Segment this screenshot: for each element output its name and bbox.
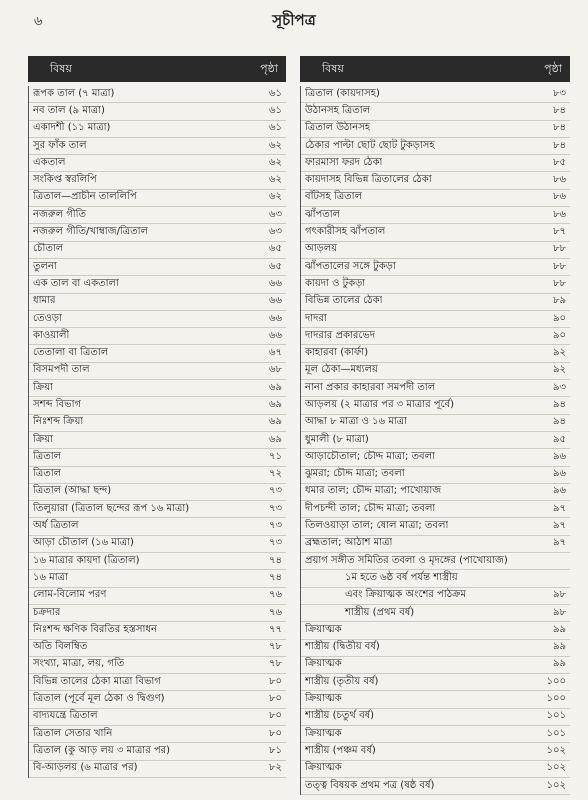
- entry-page: ৮৪: [553, 139, 566, 151]
- entry-title: ১৬ মাত্রা: [33, 571, 68, 583]
- entry-title: বিভিন্ন তালের ঠেকা: [305, 295, 383, 307]
- entry-page: ৬৩: [268, 208, 282, 220]
- entry-page: ৮০: [269, 675, 282, 687]
- toc-entry: [29, 103, 286, 120]
- entry-page: ৭৩: [268, 520, 282, 532]
- entry-page: ৬১: [269, 122, 282, 134]
- entry-page: ৬৯: [269, 381, 282, 393]
- toc-entry: [301, 432, 570, 449]
- entry-title: কায়দা ও টুকড়া: [305, 277, 366, 289]
- toc-entry: [301, 121, 570, 138]
- entry-page: ৯৯: [553, 658, 566, 670]
- entry-page: ৯৫: [553, 433, 566, 445]
- entry-page: ৬৫: [269, 260, 282, 272]
- entry-title: কায়দাসহ বিভিন্ন ত্রিতালের ঠেকা: [305, 174, 432, 186]
- toc-entry: [301, 761, 570, 778]
- entry-page: ৭৩: [268, 502, 282, 514]
- toc-entry: [29, 190, 286, 207]
- entry-page: ৬৩: [268, 226, 282, 238]
- entry-title: ধুমালী (৮ মাত্রা): [305, 433, 369, 445]
- entry-page: ৯৪: [553, 416, 566, 428]
- entry-title: তিলওয়াড়া তাল; ষোল মাত্রা; তবলা: [305, 520, 449, 532]
- toc-entry: [301, 311, 570, 328]
- toc-entry: [301, 605, 570, 622]
- entry-page: ৯৮: [553, 589, 566, 601]
- toc-column-right: [300, 56, 570, 795]
- entry-title: তেতালা বা ত্রিতাল: [33, 347, 109, 359]
- entry-page: ৮৬: [553, 191, 566, 203]
- toc-entry: [301, 467, 570, 484]
- entry-title: নিঃশব্দ ক্ষণিক বিরতির হস্তসাধন: [33, 623, 157, 635]
- toc-entry: [29, 605, 286, 622]
- entry-page: ৬৬: [268, 312, 282, 324]
- entry-page: ৮৬: [553, 174, 566, 186]
- entry-page: ৬২: [268, 156, 282, 168]
- entry-page: ১০০: [546, 675, 566, 687]
- entry-page: ৯৬: [553, 468, 566, 480]
- entry-title: ত্রিতাল সেতার খানি: [33, 727, 113, 739]
- entry-page: ৮৯: [553, 295, 566, 307]
- toc-entry: [301, 380, 570, 397]
- column-header: [300, 56, 570, 82]
- toc-entry: [29, 432, 286, 449]
- entry-page: ১০০: [546, 693, 566, 705]
- toc-entry: [29, 761, 286, 778]
- entry-title: ঠেকার পাল্টা ছোট ছোট টুকড়াসহ: [305, 139, 435, 151]
- entry-title: ঝুমরা; চৌদ্দ মাত্রা; তবলা: [305, 468, 405, 480]
- entry-page: ৬৯: [269, 433, 282, 445]
- entry-title: শাস্ত্রীয় (পঞ্চম বর্ষ): [305, 744, 376, 756]
- toc-entry: [301, 657, 570, 674]
- entry-title: লোম-বিলোম পরণ: [33, 589, 107, 601]
- entry-page: ৬১: [269, 104, 282, 116]
- entry-title: চৌতাল: [33, 243, 64, 255]
- entry-page: ১০২: [546, 744, 566, 756]
- toc-entry: [29, 570, 286, 587]
- toc-entry: [29, 449, 286, 466]
- toc-entry: [29, 726, 286, 743]
- toc-entry: [301, 501, 570, 518]
- entry-title: ক্রিয়াত্মক: [305, 658, 342, 670]
- entry-title: নব তাল (৯ মাত্রা): [33, 104, 105, 116]
- toc-entry: [301, 345, 570, 362]
- entry-title: ত্রিতাল—প্রাচীন তাললিপি: [33, 191, 137, 203]
- entry-title: ঝাঁপতালের সঙ্গে টুকড়া: [305, 260, 396, 272]
- entry-title: প্রয়াগ সঙ্গীত সমিতির তবলা ও মৃদঙ্গের (পাখোয়াজ): [305, 554, 508, 566]
- entry-page: ৮০: [269, 710, 282, 722]
- toc-entry: [301, 242, 570, 259]
- entry-title: ফারমাসা ফরদ ঠেকা: [305, 156, 383, 168]
- entry-page: ৬২: [268, 174, 282, 186]
- toc-entry: [301, 224, 570, 241]
- toc-entry: [29, 657, 286, 674]
- entry-title: শাস্ত্রীয় (দ্বিতীয় বর্ষ): [305, 641, 380, 653]
- entry-title: সুর ফাঁক তাল: [33, 139, 87, 151]
- entry-title: ত্রিতাল (পূর্বে মূল ঠেকা ও দ্বিগুণ): [33, 693, 165, 705]
- entry-title: ১ম হতে ৬ষ্ঠ বর্ষ পর্যন্ত শাস্ত্রীয়: [345, 571, 458, 583]
- entry-title: তেওড়া: [33, 312, 62, 324]
- entry-page: ৭১: [269, 450, 282, 462]
- toc-entry: [29, 328, 286, 345]
- toc-entry: [29, 674, 286, 691]
- entry-page: ৮৮: [553, 260, 566, 272]
- entry-page: ৯৬: [553, 450, 566, 462]
- entry-title: নজরুল গীতি/খাম্বাজ/ত্রিতাল: [33, 226, 149, 238]
- entry-title: ত্রিতাল (কায়দাসহ): [305, 87, 380, 99]
- toc-entry: [301, 294, 570, 311]
- toc-entry: [29, 363, 286, 380]
- toc-entry: [29, 121, 286, 138]
- entry-page: ১০১: [546, 727, 566, 739]
- entry-page: ৯৬: [553, 485, 566, 497]
- toc-entry: [29, 311, 286, 328]
- entry-title: একতাল: [33, 156, 66, 168]
- toc-entry: [29, 242, 286, 259]
- entry-title: গৎকারীসহ ঝাঁপতাল: [305, 226, 386, 238]
- toc-entry: [29, 640, 286, 657]
- entry-title: ধামার: [33, 295, 56, 307]
- toc-entry: [301, 328, 570, 345]
- entry-title: ধমার তাল; চৌদ্দ মাত্রা; পাখোয়াজ: [305, 485, 442, 497]
- entry-page: ৬৮: [269, 364, 282, 376]
- entry-page: ৯৭: [553, 502, 566, 514]
- entry-page: ৯৯: [553, 641, 566, 653]
- entry-title: আদ্ধা ৮ মাত্রা ও ১৬ মাত্রা: [305, 416, 408, 428]
- entry-title: বি-আড়লয় (৬ মাত্রার পর): [33, 762, 138, 774]
- toc-entry: [29, 397, 286, 414]
- entry-title: রূপক তাল (৭ মাত্রা): [33, 87, 115, 99]
- toc-entry: [301, 86, 570, 103]
- entry-page: ৭৭: [268, 623, 282, 635]
- entry-page: ৯৩: [553, 381, 566, 393]
- toc-entry: [301, 172, 570, 189]
- entry-page: ৯২: [553, 347, 566, 359]
- toc-entry: [29, 345, 286, 362]
- column-header: [28, 56, 286, 82]
- entry-page: ৬২: [268, 139, 282, 151]
- entry-page: ৯০: [553, 312, 566, 324]
- entry-page: ৯২: [553, 364, 566, 376]
- entry-title: ত্রিতাল: [33, 450, 62, 462]
- entry-page: ৯৯: [553, 623, 566, 635]
- entry-page: ৬১: [269, 87, 282, 99]
- entry-title: একাদশী (১১ মাত্রা): [33, 122, 111, 134]
- entry-page: ৬২: [268, 191, 282, 203]
- toc-entry: [29, 622, 286, 639]
- toc-column-left: [28, 56, 286, 778]
- toc-entry: [301, 518, 570, 535]
- entry-title: নানা প্রকার কাহারবা সমপদী তাল: [305, 381, 436, 393]
- entry-title: মূল ঠেকা—মধ্যলয়: [305, 364, 378, 376]
- entry-title: কাহারবা (কার্ফা): [305, 347, 369, 359]
- entry-page: ৭৬: [268, 589, 282, 601]
- entry-title: কাওয়ালী: [33, 329, 70, 341]
- toc-entry: [29, 259, 286, 276]
- entry-title: নজরুল গীতি: [33, 208, 86, 220]
- toc-entry: [29, 743, 286, 760]
- entry-page: ৭৮: [269, 641, 282, 653]
- entry-title: শাস্ত্রীয় (প্রথম বর্ষ): [345, 606, 415, 618]
- toc-entry: [301, 674, 570, 691]
- entry-title: ১৬ মাত্রার কায়দা (ত্রিতাল): [33, 554, 140, 566]
- entry-page: ৮৬: [553, 208, 566, 220]
- entry-page: ৯৮: [553, 606, 566, 618]
- entry-page: ৯৭: [553, 537, 566, 549]
- entry-page: ৯৪: [553, 399, 566, 410]
- toc-entry: [301, 449, 570, 466]
- entry-page: ৮৮: [553, 277, 566, 289]
- entry-page: ৬৫: [269, 243, 282, 255]
- entry-page: ৯০: [553, 329, 566, 341]
- toc-entry: [301, 588, 570, 605]
- toc-entry: [301, 397, 570, 414]
- entry-page: ৮৮: [553, 243, 566, 255]
- entry-title: অর্ধ ত্রিতাল: [33, 520, 79, 532]
- entry-title: ক্রিয়াত্মক: [305, 762, 342, 774]
- page-number: ৬: [34, 14, 43, 29]
- toc-entry: [29, 484, 286, 501]
- page-title: সূচীপত্র: [272, 11, 316, 29]
- entry-title: তিলুয়ারা (ত্রিতাল ছন্দের রূপ ১৬ মাত্রা): [33, 502, 190, 514]
- entry-title: উঠানসহ ত্রিতাল: [305, 104, 371, 116]
- entry-page: ৭৮: [269, 658, 282, 670]
- toc-entry: [29, 155, 286, 172]
- toc-entry: [301, 276, 570, 293]
- toc-entry: [29, 138, 286, 155]
- toc-entry: [29, 518, 286, 535]
- entry-title: বিভিন্ন তালের ঠেকা মাত্রা বিভাগ: [33, 675, 161, 687]
- entry-page: ৭২: [268, 468, 282, 480]
- entry-title: ত্রিতাল: [33, 468, 62, 480]
- toc-entry: [301, 155, 570, 172]
- toc-entry: [29, 172, 286, 189]
- entry-page: ৭৩: [268, 537, 282, 549]
- toc-entry: [29, 536, 286, 553]
- entry-page: ১০২: [546, 779, 566, 791]
- entry-page: ৭৪: [269, 571, 282, 583]
- entry-title: আড়লয়: [305, 243, 338, 255]
- entry-title: সংকিপ্ত স্বরলিপি: [33, 174, 97, 186]
- entry-page: ১০১: [546, 710, 566, 722]
- page-heading: পৃষ্ঠা: [544, 61, 562, 75]
- toc-entry: [29, 709, 286, 726]
- entry-title: এবং ক্রিয়াত্মক অংশের পাঠক্রম: [345, 589, 467, 601]
- toc-entry: [301, 743, 570, 760]
- entry-title: ক্রিয়াত্মক: [305, 693, 342, 705]
- entry-title: ঝাঁপতাল: [305, 208, 341, 220]
- toc-entry: [29, 501, 286, 518]
- entry-title: বাদ্যযন্ত্রে ত্রিতাল: [33, 710, 98, 722]
- entry-title: আড়া চৌতাল (১৬ মাত্রা): [33, 537, 134, 549]
- entry-title: ত্রিতাল (কু আড় লয় ৩ মাত্রার পর): [33, 744, 171, 756]
- toc-entry: [301, 415, 570, 432]
- toc-entry: [301, 484, 570, 501]
- toc-entry: [29, 588, 286, 605]
- entry-title: ক্রিয়াত্মক: [305, 623, 342, 635]
- toc-entry: [301, 778, 570, 795]
- page-header: [0, 0, 588, 36]
- toc-entry: [301, 553, 570, 570]
- entry-page: ৭৬: [268, 606, 282, 618]
- toc-entry: [29, 224, 286, 241]
- entry-page: ৯৭: [553, 520, 566, 532]
- entry-page: ৮২: [269, 762, 282, 774]
- entry-title: বাঁটসহ ত্রিতাল: [305, 191, 363, 203]
- toc-entry: [29, 691, 286, 708]
- entry-page: ১০২: [546, 762, 566, 774]
- toc-entry: [301, 207, 570, 224]
- entry-title: সশব্দ বিভাগ: [33, 399, 82, 410]
- toc-entry: [29, 86, 286, 103]
- toc-entry: [301, 103, 570, 120]
- toc-entry: [301, 640, 570, 657]
- entry-page: ৮৪: [553, 104, 566, 116]
- entry-page: ৬৬: [268, 295, 282, 307]
- entry-page: ৭৩: [268, 485, 282, 497]
- entry-page: ৬৯: [269, 399, 282, 410]
- page-heading: পৃষ্ঠা: [260, 61, 278, 75]
- entry-title: শাস্ত্রীয় (চতুর্থ বর্ষ): [305, 710, 375, 722]
- entry-page: ৮০: [269, 693, 282, 705]
- entry-page: ৮১: [269, 744, 282, 756]
- toc-entry: [29, 207, 286, 224]
- entry-title: আড়াচৌতাল; চৌদ্দ মাত্রা; তবলা: [305, 450, 435, 462]
- entry-page: ৮৪: [553, 122, 566, 134]
- entry-title: ক্রিয়াত্মক: [305, 727, 342, 739]
- entry-title: শাস্ত্রীয় (তৃতীয় বর্ষ): [305, 675, 379, 687]
- entry-title: আড়লয় (২ মাত্রার পর ৩ মাত্রার পূর্বে): [305, 399, 455, 410]
- entry-title: তুলনা: [33, 260, 57, 272]
- subject-heading: বিষয়: [50, 61, 72, 75]
- toc-entry: [301, 570, 570, 587]
- entry-title: চক্রদার: [33, 606, 61, 618]
- entry-title: বিসমপদী তাল: [33, 364, 90, 376]
- toc-entry: [29, 415, 286, 432]
- toc-entry: [29, 553, 286, 570]
- entry-page: ৬৯: [269, 416, 282, 428]
- entry-page: ৮০: [269, 727, 282, 739]
- entry-page: ৬৬: [268, 329, 282, 341]
- toc-entry: [301, 726, 570, 743]
- entry-title: দাদরার প্রকারভেদ: [305, 329, 376, 341]
- toc-entry: [29, 294, 286, 311]
- toc-entry: [301, 709, 570, 726]
- toc-entry: [301, 190, 570, 207]
- entry-page: ৮৭: [553, 226, 566, 238]
- entry-title: দাদরা: [305, 312, 327, 324]
- entry-page: ৮৩: [553, 87, 566, 99]
- toc-list-left: [28, 86, 286, 778]
- toc-entry: [301, 138, 570, 155]
- entry-title: ক্রিয়া: [33, 433, 54, 445]
- toc-entry: [301, 691, 570, 708]
- toc-entry: [29, 467, 286, 484]
- entry-page: ৬৬: [268, 277, 282, 289]
- toc-entry: [301, 363, 570, 380]
- entry-page: ৭৪: [269, 554, 282, 566]
- entry-title: ত্রিতাল উঠানসহ: [305, 122, 371, 134]
- toc-entry: [29, 380, 286, 397]
- subject-heading: বিষয়: [322, 61, 344, 75]
- entry-title: দীপচন্দী তাল; চৌদ্দ মাত্রা; তবলা: [305, 502, 436, 514]
- toc-entry: [301, 259, 570, 276]
- entry-title: ক্রিয়া: [33, 381, 54, 393]
- entry-title: ত্রিতাল (আদ্ধা ছন্দ): [33, 485, 112, 497]
- entry-page: ৬৭: [268, 347, 282, 359]
- toc-entry: [301, 536, 570, 553]
- entry-title: সংখ্যা, মাত্রা, লয়, গতি: [33, 658, 125, 670]
- toc-list-right: [300, 86, 570, 795]
- entry-title: এক তাল বা একতালা: [33, 277, 119, 289]
- entry-title: ব্রহ্মতাল; আঠাশ মাত্রা: [305, 537, 393, 549]
- toc-entry: [301, 622, 570, 639]
- entry-page: ৮৫: [553, 156, 566, 168]
- entry-title: নিঃশব্দ ক্রিয়া: [33, 416, 84, 428]
- entry-title: অতি বিলম্বিত: [33, 641, 88, 653]
- toc-entry: [29, 276, 286, 293]
- entry-title: তত্ত্ব বিষয়ক প্রথম পত্র (ষষ্ঠ বর্ষ): [305, 779, 435, 791]
